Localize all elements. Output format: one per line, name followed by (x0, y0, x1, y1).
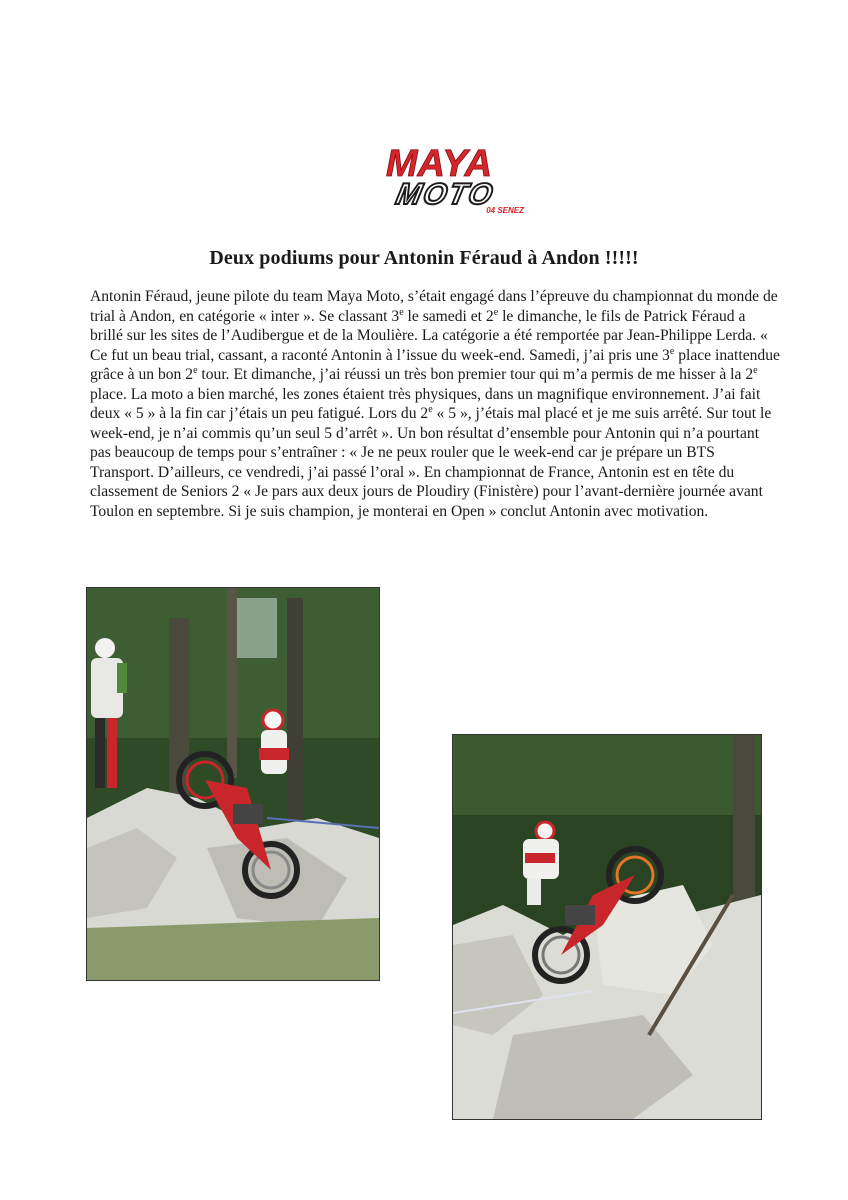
article-title: Deux podiums pour Antonin Féraud à Andon !!!!! (209, 247, 639, 269)
logo-location: 04 SENEZ (486, 206, 524, 214)
ordinal-suffix: e (493, 306, 499, 318)
article-text-segment: place. La moto a bien marché, les zones étaient très physiques, dans un magnifique environnement. J’ai fait deux « 5 » à la fin car j’étais un peu fatigué. Lors du 2 (90, 385, 761, 422)
article-body (90, 287, 780, 521)
ordinal-suffix: e (399, 306, 404, 318)
logo-graphic (346, 144, 532, 214)
logo-maya: MAYA (385, 144, 493, 185)
trial-photo-right (452, 734, 762, 1120)
article-text-segment: Antonin Féraud, jeune pilote du team Maya Moto, s’était engagé dans l’épreuve du championnat du monde de trial à Andon, en catégorie « inter ». Se classant 3 (90, 288, 778, 325)
maya-moto-logo (346, 144, 532, 214)
ordinal-suffix: e (669, 345, 675, 357)
ordinal-suffix: e (193, 365, 198, 376)
ordinal-suffix: e (428, 404, 433, 415)
article-text-segment: « 5 », j’étais mal placé et je me suis arrêté. Sur tout le week-end, je n’ai commis qu’un seul 5 d’arrêt ». Un bon résultat d’ensemble pour Antonin qui n’a pourtant pas beaucoup de temps pour s’entraîner : « Je ne peux rouler que le week-end car je prépare un BTS Transport. D’ailleurs, ce vendredi, j’ai passé l’oral ». En championnat de France, Antonin est en tête du classement de Seniors 2 « Je pars aux deux jours de Ploudiry (Finistère) pour l’avant-dernière journée avant Toulon en septembre. Si je suis champion, je monterai en Open » conclut Antonin avec motivation. (90, 405, 772, 520)
article-text-segment: place inattendue grâce à un bon 2 (90, 346, 780, 383)
ordinal-suffix: e (753, 365, 758, 376)
article-text-segment: le dimanche, le fils de Patrick Féraud a brillé sur les sites de l’Audibergue et de la Moulière. La catégorie a été remportée par Jean-Philippe Lerda. « Ce fut un beau trial, cassant, a raconté Antonin à l’issue du week-end. Samedi, j’ai pris une 3 (90, 307, 768, 364)
article-text-segment: tour. Et dimanche, j’ai réussi un très bon premier tour qui m’a permis de me hisser à la 2 (197, 366, 754, 383)
logo-moto: MOTO (393, 178, 498, 211)
article-text-segment: le samedi et 2 (403, 307, 494, 325)
trial-photo-left (86, 587, 380, 981)
